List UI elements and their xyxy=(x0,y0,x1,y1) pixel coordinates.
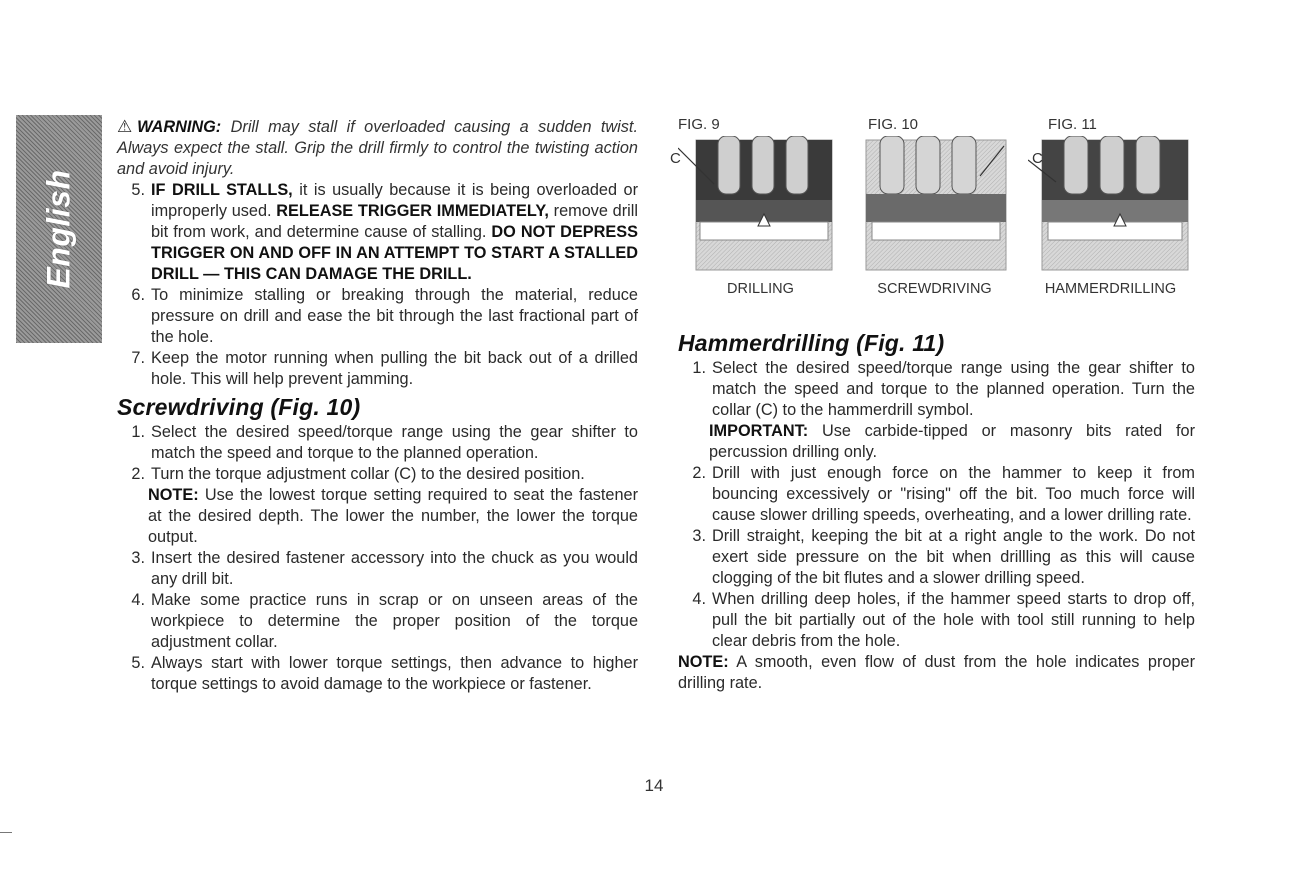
item-text: Always start with lower torque settings, then advance to higher torque settings to avoid damage to the workpiece or fastener. xyxy=(151,654,638,693)
list-item xyxy=(117,285,638,348)
list-item xyxy=(117,464,638,485)
item-text: Keep the motor running when pulling the bit back out of a drilled hole. This will help prevent jamming. xyxy=(151,349,638,388)
important-text: Use carbide-tipped or masonry bits rated for percussion drilling only. xyxy=(709,422,1195,461)
language-side-tab xyxy=(16,115,102,343)
figure-9 xyxy=(670,116,843,298)
item-text: Turn the torque adjustment collar (C) to the desired position. xyxy=(151,465,585,483)
item-number: 6. xyxy=(131,286,145,304)
figure-caption: SCREWDRIVING xyxy=(877,281,992,297)
list-item xyxy=(678,358,1195,421)
warning-text: Drill may stall if overloaded causing a sudden twist. Always expect the stall. Grip the drill firmly to control the twisting action and avoid injury. xyxy=(117,118,638,178)
item-text xyxy=(151,180,638,285)
note-text: A smooth, even flow of dust from the hole indicates proper drilling rate. xyxy=(678,653,1195,692)
item-bold-lead: IF DRILL STALLS, xyxy=(151,181,293,199)
note-label: NOTE: xyxy=(148,486,199,504)
important-note xyxy=(678,421,1195,463)
figure-caption: HAMMERDRILLING xyxy=(1044,281,1177,297)
list-item xyxy=(117,548,638,590)
figure-label: FIG. 11 xyxy=(1048,116,1097,133)
item-number: 7. xyxy=(131,349,145,367)
item-text: Select the desired speed/torque range using the gear shifter to match the speed and torque to the planned operation. xyxy=(151,423,638,462)
figure-row xyxy=(670,116,1198,326)
language-tab-label: English xyxy=(40,169,77,289)
figure-10 xyxy=(852,116,1017,298)
warning-paragraph xyxy=(117,116,638,180)
warning-triangle-icon: ⚠ xyxy=(117,117,138,136)
list-item xyxy=(117,653,638,695)
important-label: IMPORTANT: xyxy=(709,422,809,440)
drill-collar-hammerdrilling-illustration xyxy=(1028,136,1193,276)
warning-label: WARNING: xyxy=(137,118,222,136)
screwdriving-heading: Screwdriving (Fig. 10) xyxy=(117,394,361,420)
item-text: Make some practice runs in scrap or on unseen areas of the workpiece to determine the proper position of the torque adjustment collar. xyxy=(151,591,638,651)
hammerdrilling-note xyxy=(678,652,1195,694)
figure-11 xyxy=(1028,116,1193,298)
item-text-part: it is usually because it is being overloaded or improperly used. xyxy=(151,181,639,220)
drill-collar-screwdriving-illustration xyxy=(852,136,1017,276)
item-text: Select the desired speed/torque range using the gear shifter to match the speed and torque to the planned operation. Turn the collar (C) to the hammerdrill symbol. xyxy=(712,359,1195,419)
list-item xyxy=(678,589,1195,652)
item-text: When drilling deep holes, if the hammer speed starts to drop off, pull the bit partially out of the hole with tool still running to help clear debris from the hole. xyxy=(712,590,1195,650)
list-item xyxy=(117,180,638,285)
page-number: 14 xyxy=(644,776,664,795)
item-text: To minimize stalling or breaking through the material, reduce pressure on drill and ease the bit through the last fractional part of the hole. xyxy=(151,286,638,346)
item-number: 3. xyxy=(692,527,706,545)
note-text: Use the lowest torque setting required to seat the fastener at the desired depth. The lower the number, the lower the torque output. xyxy=(148,486,638,546)
item-number: 5. xyxy=(131,181,145,199)
item-number: 1. xyxy=(692,359,706,377)
item-bold-mid: RELEASE TRIGGER IMMEDIATELY, xyxy=(276,202,549,220)
item-number: 4. xyxy=(692,590,706,608)
note-label: NOTE: xyxy=(678,653,729,671)
hammerdrilling-heading: Hammerdrilling (Fig. 11) xyxy=(678,330,945,356)
item-text: Insert the desired fastener accessory into the chuck as you would any drill bit. xyxy=(151,549,638,588)
list-item xyxy=(678,463,1195,526)
figure-label: FIG. 9 xyxy=(678,116,720,133)
left-column xyxy=(117,116,638,695)
callout-letter: C xyxy=(670,150,681,167)
item-number: 3. xyxy=(131,549,145,567)
right-column xyxy=(670,116,1195,694)
crop-mark xyxy=(0,832,12,833)
item-text-part: remove drill bit from work, and determine cause of stalling. xyxy=(151,202,638,241)
item-number: 5. xyxy=(131,654,145,672)
list-item xyxy=(678,526,1195,589)
item-text: Drill with just enough force on the hammer to keep it from bouncing excessively or "rising" off the bit. Too much force will cause slower drilling speeds, overheating, and a lower drilling rate. xyxy=(712,464,1195,524)
figure-label: FIG. 10 xyxy=(868,116,919,133)
screwdriving-note xyxy=(117,485,638,548)
list-item xyxy=(117,590,638,653)
item-bold-end: DO NOT DEPRESS TRIGGER ON AND OFF IN AN ATTEMPT TO START A STALLED DRILL — THIS CAN DAMAGE THE DRILL. xyxy=(151,223,638,283)
item-number: 2. xyxy=(692,464,706,482)
figure-caption: DRILLING xyxy=(727,281,794,297)
list-item xyxy=(117,422,638,464)
item-number: 1. xyxy=(131,423,145,441)
list-item xyxy=(117,348,638,390)
callout-letter: C xyxy=(1032,150,1043,167)
item-text: Drill straight, keeping the bit at a right angle to the work. Do not exert side pressure on the bit when drillling as this will cause clogging of the bit flutes and a slower drilling speed. xyxy=(712,527,1195,587)
item-number: 4. xyxy=(131,591,145,609)
item-number: 2. xyxy=(131,465,145,483)
drill-collar-drilling-illustration xyxy=(678,136,843,276)
